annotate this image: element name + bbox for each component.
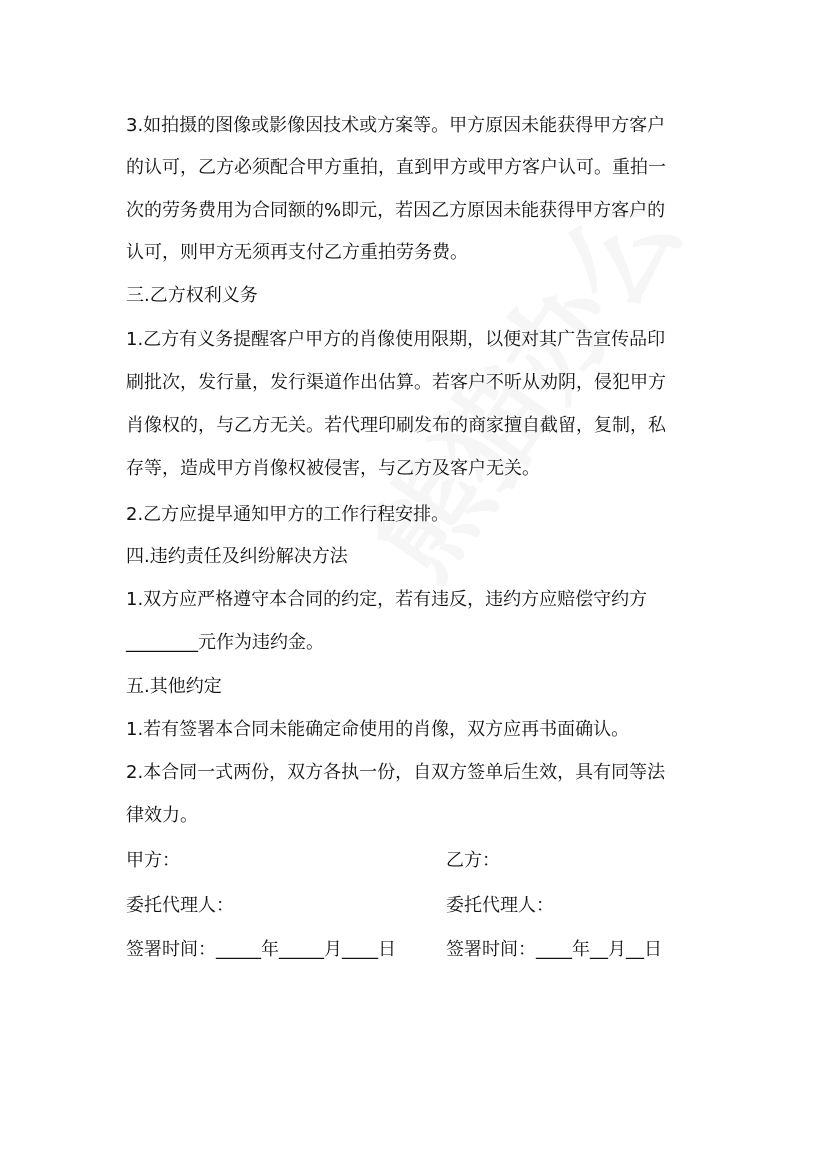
paragraph-line: 1.双方应严格遵守本合同的约定，若有违反，违约方应赔偿守约方 [126, 589, 648, 610]
party-a-label: 甲方： [126, 850, 180, 871]
agent-a-label: 委托代理人： [126, 895, 234, 916]
party-b-label: 乙方： [446, 850, 500, 871]
paragraph-line: 1.若有签署本合同未能确定命使用的肖像，双方应再书面确认。 [126, 719, 630, 740]
section-heading: 四.违约责任及纠纷解决方法 [126, 546, 348, 567]
paragraph-line: 认可，则甲方无须再支付乙方重拍劳务费。 [126, 242, 468, 263]
paragraph-line: 存等，造成甲方肖像权被侵害，与乙方及客户无关。 [126, 458, 540, 479]
paragraph-line: 次的劳务费用为合同额的%即元，若因乙方原因未能获得甲方客户的 [126, 200, 666, 221]
paragraph-line: 的认可，乙方必须配合甲方重拍，直到甲方或甲方客户认可。重拍一 [126, 157, 666, 178]
section-heading: 五.其他约定 [126, 676, 222, 697]
paragraph-line: 刷批次，发行量，发行渠道作出估算。若客户不听从劝阴，侵犯甲方 [126, 372, 666, 393]
date-b-field: 签署时间：____年__月__日 [446, 939, 662, 960]
agent-b-label: 委托代理人： [446, 895, 554, 916]
paragraph-line: 2.本合同一式两份，双方各执一份，自双方签单后生效，具有同等法 [126, 762, 666, 783]
paragraph-line: 律效力。 [126, 805, 198, 826]
paragraph-line: 1.乙方有义务提醒客户甲方的肖像使用限期，以便对其广告宣传品印 [126, 329, 666, 350]
paragraph-line: 3.如拍摄的图像或影像因技术或方案等。甲方原因未能获得甲方客户 [126, 115, 666, 136]
paragraph-line: 肖像权的，与乙方无关。若代理印刷发布的商家擅自截留，复制，私 [126, 415, 666, 436]
section-heading: 三.乙方权利义务 [126, 285, 258, 306]
paragraph-line: 2.乙方应提早通知甲方的工作行程安排。 [126, 504, 450, 525]
date-a-field: 签署时间：_____年_____月____日 [126, 939, 396, 960]
paragraph-line: ________元作为违约金。 [126, 632, 324, 653]
